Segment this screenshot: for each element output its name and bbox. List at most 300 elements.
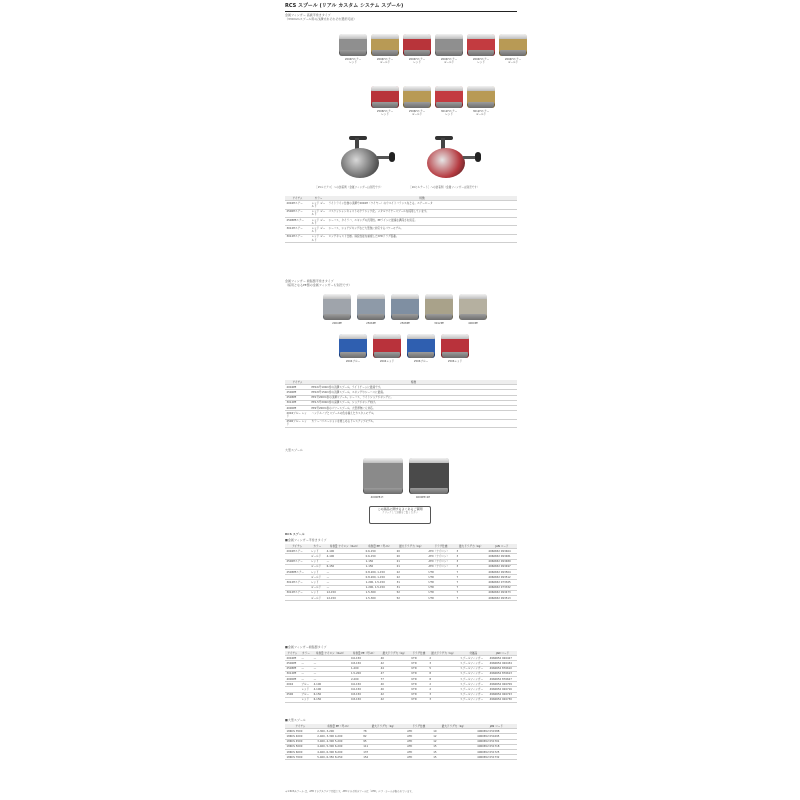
table-cell: 4000PE bbox=[285, 677, 300, 682]
spool-color-name: ゴールド bbox=[475, 113, 487, 116]
table-cell: 2-400, 3-300 4-200 bbox=[316, 734, 362, 739]
table-cell: レッド ゴールド bbox=[311, 210, 326, 217]
spool-caption bbox=[440, 360, 470, 363]
spool-image bbox=[435, 86, 463, 108]
table-cell: PE1号200m巻の浅溝スプール。シーバス、ライトショアジギングに。 bbox=[310, 395, 517, 400]
data-table bbox=[285, 544, 517, 601]
spool-caption bbox=[372, 360, 402, 363]
table-cell: スプールフィンガー bbox=[459, 692, 489, 697]
table-cell: 22 bbox=[395, 575, 427, 580]
table-cell: — bbox=[312, 666, 349, 671]
table-row bbox=[285, 201, 517, 209]
table-header-cell: 最大ドラグ力（kg） bbox=[395, 544, 427, 549]
table-cell: 3-400, 4-300 5-200 bbox=[316, 739, 362, 744]
table-cell: ブルー bbox=[300, 692, 312, 697]
table-cell: 4-100 bbox=[312, 682, 349, 687]
table-cell: 4960652 093497 bbox=[487, 564, 517, 569]
table-cell: 2004Hエアー bbox=[285, 201, 310, 209]
spool-image bbox=[435, 34, 463, 56]
spool-caption bbox=[370, 58, 400, 64]
table-cell: 4960652 051718 bbox=[476, 744, 517, 749]
table-cell: PE0.6号100m巻の浅溝スプール。ライトゲームに最適です。 bbox=[310, 385, 517, 390]
reel-image-1 bbox=[325, 138, 395, 186]
table-cell: 1-200, 1.5-150 bbox=[364, 580, 395, 585]
table-cell: — bbox=[312, 671, 349, 676]
spool-name: 4000PE-SH bbox=[415, 496, 431, 499]
table-cell: ATD bbox=[406, 755, 432, 760]
table-cell: 42 bbox=[379, 697, 410, 702]
spool-caption bbox=[322, 322, 352, 325]
data-table bbox=[285, 380, 517, 428]
table-header-cell: アイテム bbox=[285, 724, 316, 729]
table-cell: スプールフィンガー bbox=[459, 656, 489, 661]
table-cell: 3 bbox=[455, 559, 487, 564]
table-cell: — bbox=[312, 656, 349, 661]
page-title: RCS スプール (リアル カスタム システム スプール) bbox=[285, 2, 517, 12]
table-cell: 2004 bbox=[285, 682, 300, 687]
table-cell: 18RCS 4000 bbox=[285, 734, 316, 739]
table-cell: ATD（ナイロン） bbox=[427, 554, 455, 559]
table-cell: 0.6-150 bbox=[364, 549, 395, 554]
table-cell: 10 bbox=[432, 729, 476, 734]
spool-name: 2004Hエアー bbox=[408, 58, 426, 61]
faq-button-label: この商品に関するよくあるご質問 bbox=[377, 507, 423, 511]
table-cell: PE2号200m巻のパワースプール。大型青物にも対応。 bbox=[310, 406, 517, 411]
table-cell: UTD bbox=[427, 575, 455, 580]
table-cell: 1-200, 1.5-150 bbox=[364, 585, 395, 590]
table-cell: — bbox=[312, 677, 349, 682]
spool-caption bbox=[498, 58, 528, 64]
table-cell: スプールフィンガー bbox=[459, 697, 489, 702]
spool-color-name: ゴールド bbox=[443, 61, 455, 64]
faq-button[interactable] bbox=[369, 506, 431, 524]
table-cell: UTD bbox=[410, 682, 428, 687]
spool-name: 4000PE bbox=[468, 322, 478, 325]
table-row bbox=[285, 218, 517, 226]
table-cell: 78 bbox=[362, 729, 406, 734]
table-header-cell: ドラグ仕様 bbox=[427, 544, 455, 549]
spool-caption bbox=[424, 322, 454, 325]
spool-caption bbox=[408, 496, 438, 499]
table-cell: 2508PE bbox=[285, 395, 310, 400]
table-cell: 21 bbox=[395, 564, 427, 569]
table-cell: 4960652 093464 bbox=[487, 549, 517, 554]
section3-label: 大型スプール bbox=[285, 448, 303, 452]
reel1-caption: ［15ルビアス］への装着例（金属フィンガーは別売です） bbox=[315, 186, 383, 189]
table-cell: ATD bbox=[406, 739, 432, 744]
table-cell: 0.6-150 bbox=[349, 682, 379, 687]
table-cell: レッド ゴールド bbox=[311, 235, 326, 242]
table-cell: 4960652 051701 bbox=[476, 739, 517, 744]
reel2-caption: ［16セルテート］への装着例（金属フィンガーは別売です） bbox=[409, 186, 480, 189]
table-cell: 4960652 051725 bbox=[476, 750, 517, 755]
spec3-footnote: ＊1 RCSスプール は、ATDドラグスプロプ仕様です。ATDリスポ用スプールは「ATD」ロゴ・シールが貼られています。 bbox=[285, 790, 414, 793]
table-cell: — bbox=[325, 559, 364, 564]
table-cell: 4960652 051588 bbox=[476, 729, 517, 734]
table-cell: ゴールド bbox=[309, 596, 325, 601]
spool-image bbox=[363, 458, 403, 494]
table-cell: 4-100 bbox=[312, 687, 349, 692]
table-row bbox=[285, 419, 517, 427]
table-cell: 4960652 093473 bbox=[487, 590, 517, 595]
table-cell: 2004PE bbox=[285, 385, 310, 390]
table-cell bbox=[285, 596, 309, 601]
spool-color-name: レッド bbox=[445, 113, 453, 116]
table-cell: 4-400, 6-300 8-200 bbox=[316, 750, 362, 755]
table-cell: 4960652 093504 bbox=[487, 570, 517, 575]
spool-name: 2506PE bbox=[366, 322, 376, 325]
table-cell: 4960652 926709 bbox=[488, 682, 517, 687]
table-header-cell: 付属品 bbox=[459, 651, 489, 656]
table-cell: 40 bbox=[379, 682, 410, 687]
table-cell: 2-300, 3-200 bbox=[316, 729, 362, 734]
table-cell: — bbox=[300, 661, 312, 666]
spool-caption bbox=[406, 360, 436, 363]
table-cell: 4960652 926723 bbox=[488, 692, 517, 697]
table-cell: シーバス、ショアジギングなど大型魚に対応するパワーモデル。 bbox=[327, 226, 517, 234]
table-header-cell: 最大ドラグ力（kg） bbox=[428, 651, 459, 656]
spool-image bbox=[467, 86, 495, 108]
table-cell: 18RCS 7000 bbox=[285, 755, 316, 760]
spec1-subtitle: ■金属フィンガー平巻きタイプ bbox=[285, 538, 327, 542]
table-cell: 2506PE bbox=[285, 390, 310, 395]
spec-label: RCS スプール bbox=[285, 532, 305, 536]
table-header-cell: ドラグ仕様 bbox=[410, 651, 428, 656]
spool-caption bbox=[338, 58, 368, 64]
table-cell: 7 bbox=[455, 596, 487, 601]
table-header-cell: 最大ドラグ力（kg） bbox=[379, 651, 410, 656]
spool-color-name: レッド bbox=[381, 113, 389, 116]
table-cell: ブルー bbox=[300, 682, 312, 687]
table-cell: 4-100 bbox=[325, 554, 364, 559]
table-cell: レッド bbox=[309, 580, 325, 585]
table-cell: 2-200 bbox=[349, 677, 379, 682]
table-cell bbox=[285, 697, 300, 702]
spool-image bbox=[409, 458, 449, 494]
table-header-cell: 特徴 bbox=[327, 196, 517, 201]
table-cell: 18RCS 4500 bbox=[285, 739, 316, 744]
spool-caption bbox=[466, 110, 496, 116]
spool-color-name: ゴールド bbox=[507, 61, 519, 64]
table-cell: 2 bbox=[428, 687, 459, 692]
table-cell: 8 bbox=[428, 671, 459, 676]
spool-caption bbox=[402, 110, 432, 116]
table-header-cell: ドラグ仕様 bbox=[406, 724, 432, 729]
table-cell: PE0.8号150m巻の浅溝スプール。エギングやシーバスに最適。 bbox=[310, 390, 517, 395]
table-cell: 7 bbox=[455, 575, 487, 580]
spool-name: 4000PE-H bbox=[370, 496, 384, 499]
table-cell: UTD bbox=[427, 596, 455, 601]
spool-name: 2506Hエアー bbox=[408, 110, 426, 113]
table-cell: レッド bbox=[309, 570, 325, 575]
table-cell: 12-150 bbox=[325, 590, 364, 595]
table-cell: ゴールド bbox=[309, 564, 325, 569]
table-cell: 0.8-200, 1-150 bbox=[364, 575, 395, 580]
spool-name: 2004PE bbox=[332, 322, 342, 325]
table-row bbox=[285, 234, 517, 242]
table-header-cell: アイテム bbox=[285, 196, 310, 201]
table-header-cell: 糸巻量 ナイロン（lb-m） bbox=[325, 544, 364, 549]
table-cell: 2508PEエアー bbox=[285, 570, 309, 575]
spool-name: 2004Hエアー bbox=[504, 58, 522, 61]
table-cell: 1-150 bbox=[364, 559, 395, 564]
table-cell: 20 bbox=[395, 554, 427, 559]
table-cell: — bbox=[325, 575, 364, 580]
table-cell: 3012Hエアー bbox=[285, 590, 309, 595]
table-cell: 3 bbox=[428, 697, 459, 702]
table-cell: 2508PEエアー bbox=[285, 218, 310, 226]
section1-label: 金属フィンガー 高級平巻きタイプ bbox=[285, 13, 331, 17]
spool-caption bbox=[370, 110, 400, 116]
table-cell: 4000PE bbox=[285, 406, 310, 411]
table-cell: レッド bbox=[309, 559, 325, 564]
table-cell: 2506PE bbox=[285, 661, 300, 666]
table-cell: 4960652 093512 bbox=[487, 575, 517, 580]
table-cell: ゴールド bbox=[309, 575, 325, 580]
table-cell: レッド bbox=[309, 549, 325, 554]
table-cell: 7 bbox=[455, 585, 487, 590]
spool-name: 2004Hエアー bbox=[376, 58, 394, 61]
table-cell: 4960652 876627 bbox=[488, 677, 517, 682]
spool-caption bbox=[356, 322, 386, 325]
table-cell: 1-150 bbox=[364, 564, 395, 569]
table-cell: ゴールド bbox=[309, 554, 325, 559]
table-cell: 111 bbox=[362, 744, 406, 749]
table-cell: 15 bbox=[432, 744, 476, 749]
table-header-cell: 糸巻量 PE（号-m） bbox=[364, 544, 395, 549]
spool-caption bbox=[458, 322, 488, 325]
spool-caption bbox=[338, 360, 368, 363]
table-cell: 12-150 bbox=[325, 596, 364, 601]
table-cell: 0.8-150 bbox=[349, 697, 379, 702]
table-cell: スプールフィンガー bbox=[459, 661, 489, 666]
table-cell: 4960652 051732 bbox=[476, 755, 517, 760]
spool-image bbox=[373, 334, 401, 358]
spool-caption bbox=[362, 496, 392, 499]
table-cell: UTD bbox=[427, 580, 455, 585]
spool-name: 2508PE bbox=[400, 322, 410, 325]
table-cell: 2506ブルー レッド bbox=[285, 419, 310, 427]
table-cell: UTD bbox=[427, 590, 455, 595]
spool-caption bbox=[434, 58, 464, 64]
table-cell: 2506Hエアー bbox=[285, 209, 310, 217]
table-cell: — bbox=[325, 585, 364, 590]
table-header-cell: アイテム bbox=[285, 544, 309, 549]
table-cell: 4960652 073325 bbox=[487, 580, 517, 585]
table-cell: ATD bbox=[406, 744, 432, 749]
table-cell: — bbox=[300, 656, 312, 661]
table-cell: スプールフィンガー bbox=[459, 682, 489, 687]
table-header-cell: JAN コード bbox=[487, 544, 517, 549]
table-cell: 18RCS 3500 bbox=[285, 729, 316, 734]
spool-image bbox=[403, 34, 431, 56]
table-cell: 4-100 bbox=[325, 549, 364, 554]
spool-image bbox=[407, 334, 435, 358]
spool-image bbox=[499, 34, 527, 56]
table-cell: 8 bbox=[428, 677, 459, 682]
table-cell: ATD bbox=[406, 750, 432, 755]
table-row bbox=[285, 755, 517, 760]
table-cell: 3 bbox=[455, 564, 487, 569]
table-cell: 2506 bbox=[285, 692, 300, 697]
table-row bbox=[285, 209, 517, 217]
spool-image bbox=[357, 294, 385, 320]
table-cell: ATD（ナイロン） bbox=[427, 559, 455, 564]
spool-name: 2004Hエアー bbox=[440, 58, 458, 61]
table-cell: 1.5-200 bbox=[349, 671, 379, 676]
table-header-cell: 最大ドラグ力（kg） bbox=[432, 724, 476, 729]
spool-color-name: ゴールド bbox=[379, 61, 391, 64]
table-header-cell: 糸巻量 PE（号-m） bbox=[316, 724, 362, 729]
table-cell: シーバス、タイラバ、エギングの汎用性。PEラインに最適な溝深さを設定。 bbox=[327, 218, 517, 226]
table-cell: 77 bbox=[379, 677, 410, 682]
data-table bbox=[285, 196, 517, 243]
table-cell: 31 bbox=[395, 580, 427, 585]
data-table bbox=[285, 724, 517, 760]
table-cell: スプールフィンガー bbox=[459, 677, 489, 682]
table-cell: 0.6-150 bbox=[349, 687, 379, 692]
table-cell: — bbox=[312, 661, 349, 666]
table-cell: レッド ゴールド bbox=[311, 201, 326, 208]
table-cell: 2004Hエアー bbox=[285, 549, 309, 554]
spool-name: 2004Hエアー bbox=[472, 58, 490, 61]
table-row bbox=[285, 411, 517, 419]
spool-caption bbox=[390, 322, 420, 325]
table-cell: 1-200 bbox=[349, 666, 379, 671]
table-cell: 5-400, 6-350 8-250 bbox=[316, 755, 362, 760]
table-cell: レッド ゴールド bbox=[311, 218, 326, 225]
spool-color-name: レッド bbox=[477, 61, 485, 64]
table-cell: ライトライン仕様の浅溝で2004H（ワイヤー）のウエイトバランスをとる。エアーロータ bbox=[327, 201, 517, 209]
table-cell: 4960652 093513 bbox=[487, 596, 517, 601]
table-cell: 4-400, 5-300 6-200 bbox=[316, 744, 362, 749]
table-cell: UTD bbox=[410, 661, 428, 666]
table-header-cell: 糸巻量 PE（号-m） bbox=[349, 651, 379, 656]
table-cell: 12 bbox=[432, 734, 476, 739]
table-cell: 20 bbox=[395, 549, 427, 554]
table-cell: 0.8-150 bbox=[349, 661, 379, 666]
table-row bbox=[285, 226, 517, 234]
table-cell: 44 bbox=[379, 666, 410, 671]
table-cell: 0.8-200, 1-150 bbox=[364, 570, 395, 575]
table-cell: 4960652 876610 bbox=[488, 666, 517, 671]
spec3-subtitle: ■大型スプール bbox=[285, 718, 306, 722]
table-cell: 3 bbox=[455, 549, 487, 554]
spool-name: 2506レッド bbox=[447, 360, 463, 363]
table-cell: 2 bbox=[428, 682, 459, 687]
table-cell: ATD bbox=[406, 729, 432, 734]
spool-name: 2004ブルー bbox=[345, 360, 361, 363]
spool-image bbox=[391, 294, 419, 320]
spec2-subtitle: ■金属フィンガー樹脂製タイプ bbox=[285, 645, 327, 649]
table-header-cell: JAN コード bbox=[488, 651, 517, 656]
table-cell: — bbox=[325, 580, 364, 585]
table-cell: 52 bbox=[395, 596, 427, 601]
table-header-cell: 最大ドラグ力（kg） bbox=[455, 544, 487, 549]
table-cell: パスケッシャンキャストのクラシック化。メタルワイヤースプールを採用しています。 bbox=[327, 209, 517, 217]
spool-image bbox=[441, 334, 469, 358]
spool-color-name: レッド bbox=[349, 61, 357, 64]
table-cell: PE1.5号200m巻の深溝スプール。ショアジギング向け。 bbox=[310, 400, 517, 405]
table-header-cell: 糸巻量 ナイロン（lb-m） bbox=[312, 651, 349, 656]
spool-image bbox=[371, 86, 399, 108]
table-cell: スプールフィンガー bbox=[459, 687, 489, 692]
table-cell: 3012PE bbox=[285, 671, 300, 676]
table-row bbox=[285, 596, 517, 601]
table-cell: 22 bbox=[395, 570, 427, 575]
spool-color-name: レッド bbox=[413, 61, 421, 64]
table-cell: UTD bbox=[427, 570, 455, 575]
table-cell: スプールフィンガー bbox=[459, 671, 489, 676]
table-cell: 31 bbox=[395, 585, 427, 590]
table-cell: 3012Hエアー bbox=[285, 580, 309, 585]
table-cell: 0.6-150 bbox=[364, 554, 395, 559]
table-header-cell: カラー bbox=[309, 544, 325, 549]
spool-caption bbox=[466, 58, 496, 64]
table-cell: 1.5-300 bbox=[364, 590, 395, 595]
table-cell: レッド bbox=[300, 687, 312, 692]
spool-caption bbox=[434, 110, 464, 116]
spool-image bbox=[403, 86, 431, 108]
table-cell: 0.6-150 bbox=[349, 656, 379, 661]
table-cell: UTD bbox=[410, 656, 428, 661]
table-header-cell: カラー bbox=[310, 196, 327, 201]
table-cell: レッド bbox=[309, 590, 325, 595]
table-cell: スプールフィンガー bbox=[459, 666, 489, 671]
table-cell: UTD bbox=[410, 697, 428, 702]
table-cell: 40 bbox=[379, 687, 410, 692]
table-cell: 6-150 bbox=[325, 564, 364, 569]
spool-name: 2506ブルー bbox=[413, 360, 429, 363]
table-header-cell: カラー bbox=[300, 651, 312, 656]
table-cell: 7 bbox=[455, 580, 487, 585]
data-table bbox=[285, 651, 517, 703]
table-cell: 152 bbox=[362, 755, 406, 760]
spool-caption bbox=[402, 58, 432, 64]
table-cell: 6-150 bbox=[312, 697, 349, 702]
reel-image-2 bbox=[411, 138, 481, 186]
section2-sublabel: （採用となるPE製の金属フィンガーも別売です） bbox=[285, 283, 352, 287]
table-cell: 82 bbox=[362, 734, 406, 739]
table-header-cell: アイテム bbox=[285, 380, 310, 385]
table-cell: UTD bbox=[427, 585, 455, 590]
table-cell: 15 bbox=[432, 755, 476, 760]
table-cell: 2004PE bbox=[285, 656, 300, 661]
table-cell: 0.8-150 bbox=[349, 692, 379, 697]
table-cell: 137 bbox=[362, 750, 406, 755]
table-cell: 12 bbox=[432, 739, 476, 744]
table-cell: 3 bbox=[428, 661, 459, 666]
table-cell: UTD bbox=[410, 671, 428, 676]
table-cell: カラーバリエーションを楽しめるドレスアップモデル。 bbox=[310, 419, 517, 427]
spool-color-name: ゴールド bbox=[411, 113, 423, 116]
table-cell: 4960652 073332 bbox=[487, 585, 517, 590]
table-cell: 47 bbox=[379, 671, 410, 676]
table-cell: 18RCS 6000 bbox=[285, 750, 316, 755]
spool-image bbox=[339, 334, 367, 358]
spool-name: 3012Hエアー bbox=[472, 110, 490, 113]
section1-sublabel: （330mmスプール用の浅溝式をそれぞれ選択可能） bbox=[285, 17, 357, 21]
table-cell: ATD（ナイロン） bbox=[427, 564, 455, 569]
spool-image bbox=[467, 34, 495, 56]
table-cell: 3012Hエアー bbox=[285, 226, 310, 234]
table-cell: ロングキャスト仕様。遠投性能を重視したATDドラグ搭載。 bbox=[327, 234, 517, 242]
table-cell: UTD bbox=[410, 677, 428, 682]
table-cell: 42 bbox=[379, 661, 410, 666]
table-cell: UTD bbox=[410, 692, 428, 697]
spool-image bbox=[425, 294, 453, 320]
table-cell: 3012PE bbox=[285, 400, 310, 405]
